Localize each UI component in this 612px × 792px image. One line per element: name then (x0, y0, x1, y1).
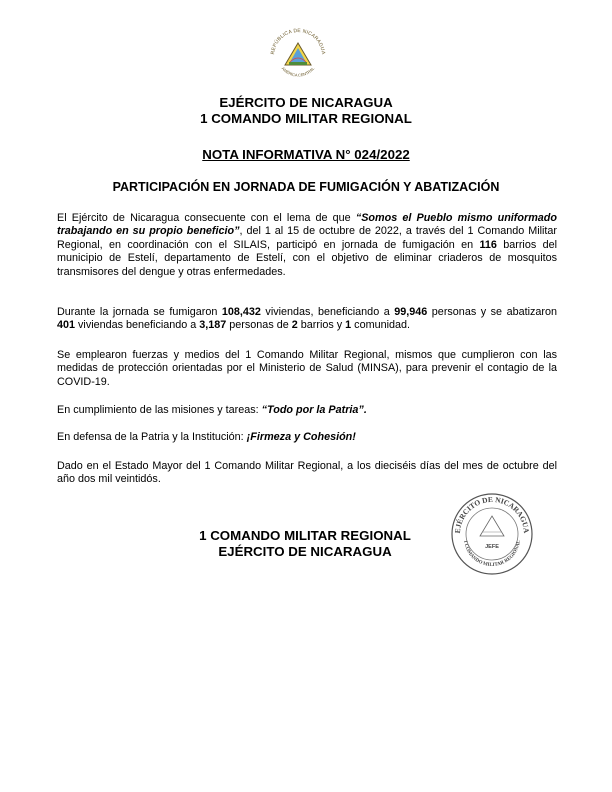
header-line-2: 1 COMANDO MILITAR REGIONAL (200, 111, 412, 126)
paragraph-3: Se emplearon fuerzas y medios del 1 Comando Militar Regional, mismos que cumplieron con las medidas de protección orientadas por el Ministerio de Salud (MINSA), para prevenir el contagio de la COVID-19. (57, 349, 557, 388)
signature-line-1: 1 COMANDO MILITAR REGIONAL (199, 528, 411, 543)
paragraph-4: En cumplimiento de las misiones y tareas: “Todo por la Patria”. (57, 404, 367, 416)
svg-text:REPÚBLICA DE NICARAGUA: REPÚBLICA DE NICARAGUA (269, 27, 326, 55)
svg-text:AMÉRICA CENTRAL: AMÉRICA CENTRAL (280, 65, 316, 78)
paragraph-2: Durante la jornada se fumigaron 108,432 viviendas, beneficiando a 99,946 personas y se abatizaron 401 viviendas beneficiando a 3,187 personas de 2 barrios y 1 comunidad. (57, 306, 558, 332)
document-subtitle: PARTICIPACIÓN EN JORNADA DE FUMIGACIÓN Y ABATIZACIÓN (112, 180, 500, 194)
document-number: NOTA INFORMATIVA N° 024/2022 (202, 147, 410, 162)
nicaragua-coat-of-arms-seal (266, 24, 330, 88)
svg-text:EJÉRCITO DE NICARAGUA: EJÉRCITO DE NICARAGUA (452, 494, 532, 534)
header-line-1: EJÉRCITO DE NICARAGUA (219, 95, 393, 110)
paragraph-6: Dado en el Estado Mayor del 1 Comando Militar Regional, a los dieciséis días del mes de octubre del año dos mil veintidós. (57, 460, 557, 486)
paragraph-1: El Ejército de Nicaragua consecuente con el lema de que “Somos el Pueblo mismo uniformado trabajando en su propio beneficio”, del 1 al 15 de octubre de 2022, a través del 1 Comando Militar Regional, en coordinación con el SILAIS, participó en jornada de fumigación en 116 barrios del municipio de Estelí, departamento de Estelí, con el objetivo de eliminar criaderos de mosquitos transmisores del dengue y otras enfermedades. (57, 212, 558, 278)
svg-text:1 COMANDO MILITAR REGIONAL: 1 COMANDO MILITAR REGIONAL (462, 540, 522, 569)
paragraph-5: En defensa de la Patria y la Institución: ¡Firmeza y Cohesión! (57, 431, 356, 443)
signature-line-2: EJÉRCITO DE NICARAGUA (218, 544, 392, 559)
stamp-center-label: JEFE (485, 544, 499, 550)
official-stamp (450, 492, 534, 576)
